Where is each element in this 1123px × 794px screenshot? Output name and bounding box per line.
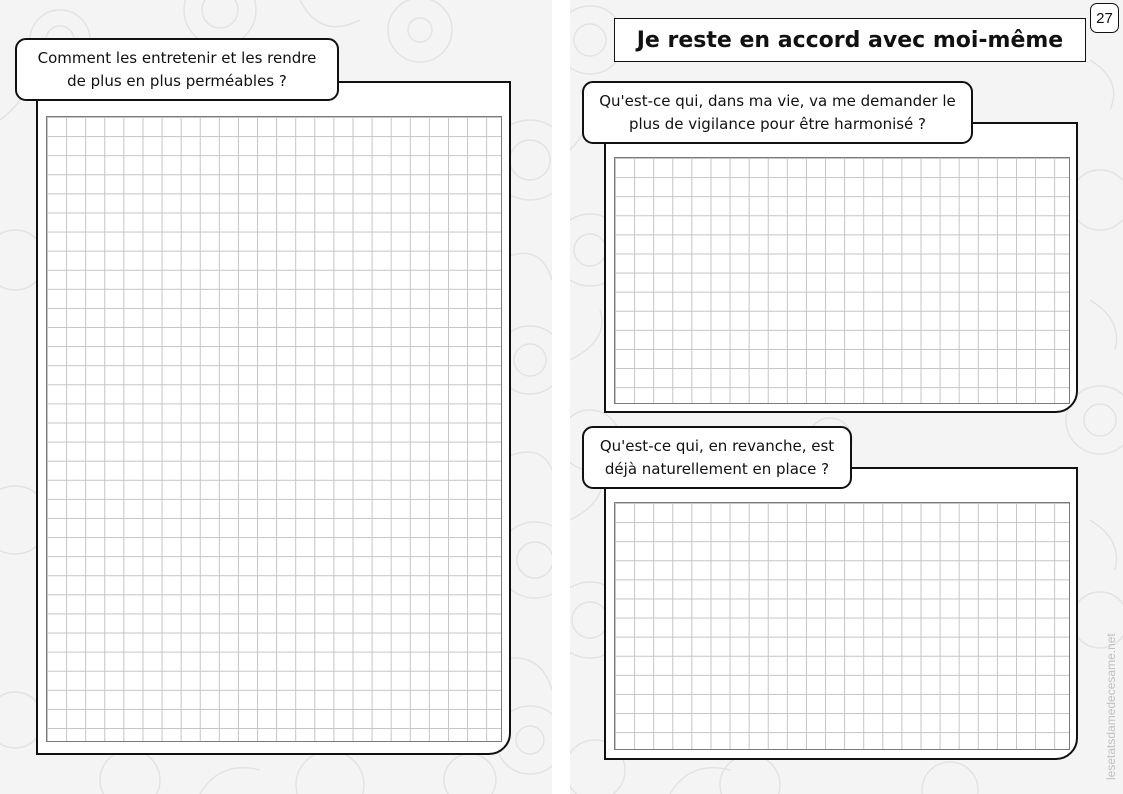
- grid-writing-area-top[interactable]: [614, 157, 1070, 404]
- grid-writing-area[interactable]: [46, 116, 502, 742]
- answer-panel: [36, 81, 511, 755]
- grid-writing-area-bottom[interactable]: [614, 502, 1070, 750]
- question-text-top: Qu'est-ce qui, dans ma vie, va me demander le plus de vigilance pour être harmonisé ?: [599, 91, 956, 133]
- question-text-bottom: Qu'est-ce qui, en revanche, est déjà naturellement en place ?: [599, 436, 835, 478]
- page-number-text: 27: [1096, 9, 1113, 27]
- page-number: [1090, 3, 1119, 33]
- question-bubble-bottom: [582, 426, 852, 489]
- page-title: [614, 18, 1086, 62]
- question-bubble-top: [582, 81, 973, 144]
- answer-panel-top: [604, 122, 1078, 413]
- page-title-text: Je reste en accord avec moi-même: [636, 27, 1064, 53]
- answer-panel-bottom: [604, 467, 1078, 760]
- question-bubble: [15, 38, 339, 101]
- left-page: [0, 0, 552, 794]
- website-watermark: lesetatsdamedecesame.net: [1104, 633, 1118, 780]
- question-text: Comment les entretenir et les rendre de plus en plus perméables ?: [37, 48, 317, 90]
